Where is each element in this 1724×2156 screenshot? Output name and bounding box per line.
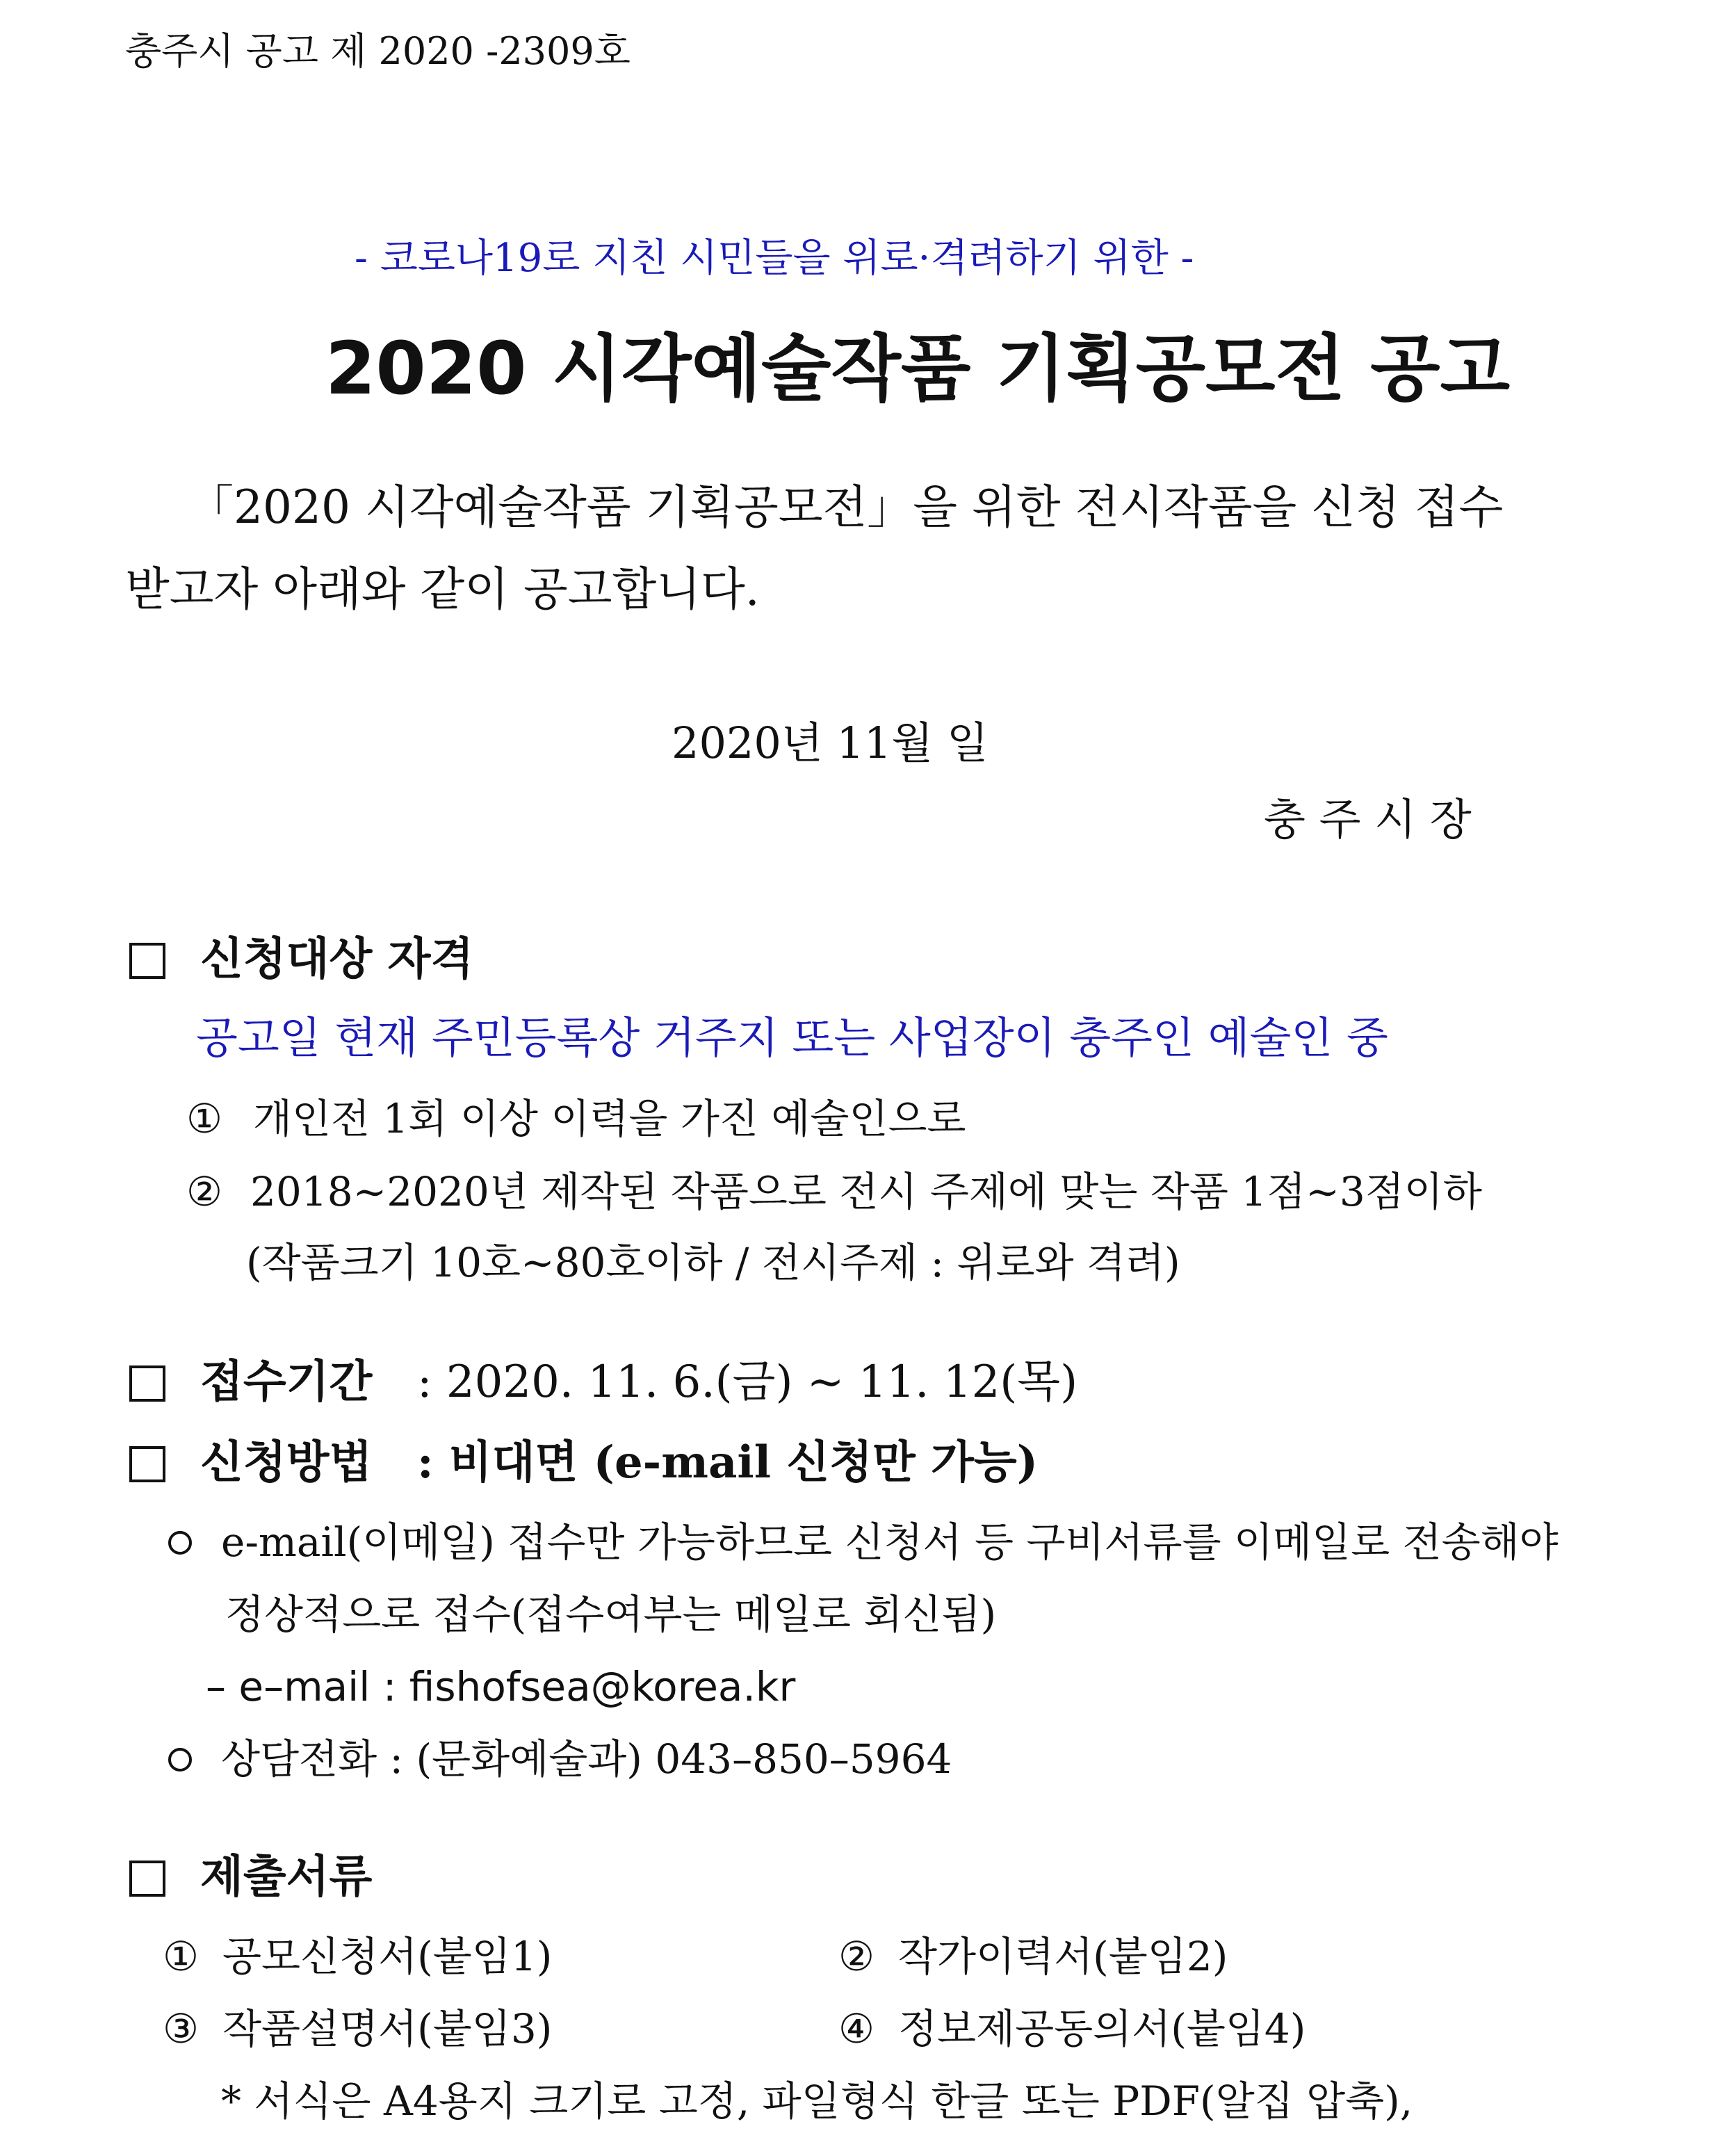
issuer-signature: 충 주 시 장 — [1264, 794, 1472, 845]
eligibility-item-1: 개인전 1회 이상 이력을 가진 예술인으로 — [253, 1095, 966, 1142]
checkbox-icon — [129, 1365, 165, 1402]
docs-format-note: * 서식은 A4용지 크기로 고정, 파일형식 한글 또는 PDF(알집 압축), — [221, 2077, 1413, 2125]
method-bullet-1-line-2: 정상적으로 접수(접수여부는 메일로 회신됨) — [225, 1591, 997, 1638]
bullet-circle-icon — [168, 1531, 192, 1555]
notice-date: 2020년 11월 일 — [672, 718, 989, 768]
consult-phone: 상담전화 : (문화예술과) 043–850–5964 — [221, 1735, 952, 1783]
section-heading-period: 접수기간 — [200, 1356, 373, 1408]
section-heading-eligibility: 신청대상 자격 — [200, 933, 474, 985]
doc-1-num: ① — [163, 1933, 199, 1980]
doc-2: 작가이력서(붙임2) — [898, 1933, 1228, 1980]
eligibility-highlight: 공고일 현재 주민등록상 거주지 또는 사업장이 충주인 예술인 중 — [196, 1012, 1388, 1063]
doc-4: 정보제공동의서(붙임4) — [898, 2005, 1306, 2052]
section-heading-method: 신청방법 — [200, 1436, 373, 1489]
notice-number: 충주시 공고 제 2020 -2309호 — [125, 29, 631, 73]
method-value: : 비대면 (e-mail 신청만 가능) — [417, 1436, 1038, 1489]
checkbox-icon — [129, 943, 165, 979]
doc-2-num: ② — [838, 1933, 875, 1980]
doc-3: 작품설명서(붙임3) — [222, 2005, 553, 2052]
eligibility-item-2-num: ② — [186, 1168, 222, 1215]
doc-3-num: ③ — [163, 2005, 199, 2052]
eligibility-item-2: 2018∼2020년 제작된 작품으로 전시 주제에 맞는 작품 1점∼3점이하 — [250, 1168, 1482, 1215]
intro-line-2: 받고자 아래와 같이 공고합니다. — [125, 562, 760, 616]
doc-1: 공모신청서(붙임1) — [222, 1933, 553, 1980]
subtitle: - 코로나19로 지친 시민들을 위로·격려하기 위한 - — [355, 236, 1194, 281]
section-heading-documents: 제출서류 — [200, 1851, 373, 1903]
doc-4-num: ④ — [838, 2005, 875, 2052]
bullet-circle-icon — [168, 1748, 192, 1772]
checkbox-icon — [129, 1861, 165, 1897]
period-value: : 2020. 11. 6.(금) ~ 11. 12(목) — [417, 1356, 1078, 1408]
eligibility-note: (작품크기 10호∼80호이하 / 전시주제 : 위로와 격려) — [246, 1239, 1180, 1286]
checkbox-icon — [129, 1446, 165, 1482]
eligibility-item-1-num: ① — [186, 1095, 222, 1142]
email-address: – e–mail : fishofsea@korea.kr — [206, 1663, 796, 1710]
page-title: 2020 시각예술작품 기획공모전 공고 — [325, 326, 1511, 411]
method-bullet-1-line-1: e-mail(이메일) 접수만 가능하므로 신청서 등 구비서류를 이메일로 전송해야 — [221, 1518, 1559, 1566]
intro-line-1: 「2020 시각예술작품 기획공모전」을 위한 전시작품을 신청 접수 — [188, 480, 1504, 534]
